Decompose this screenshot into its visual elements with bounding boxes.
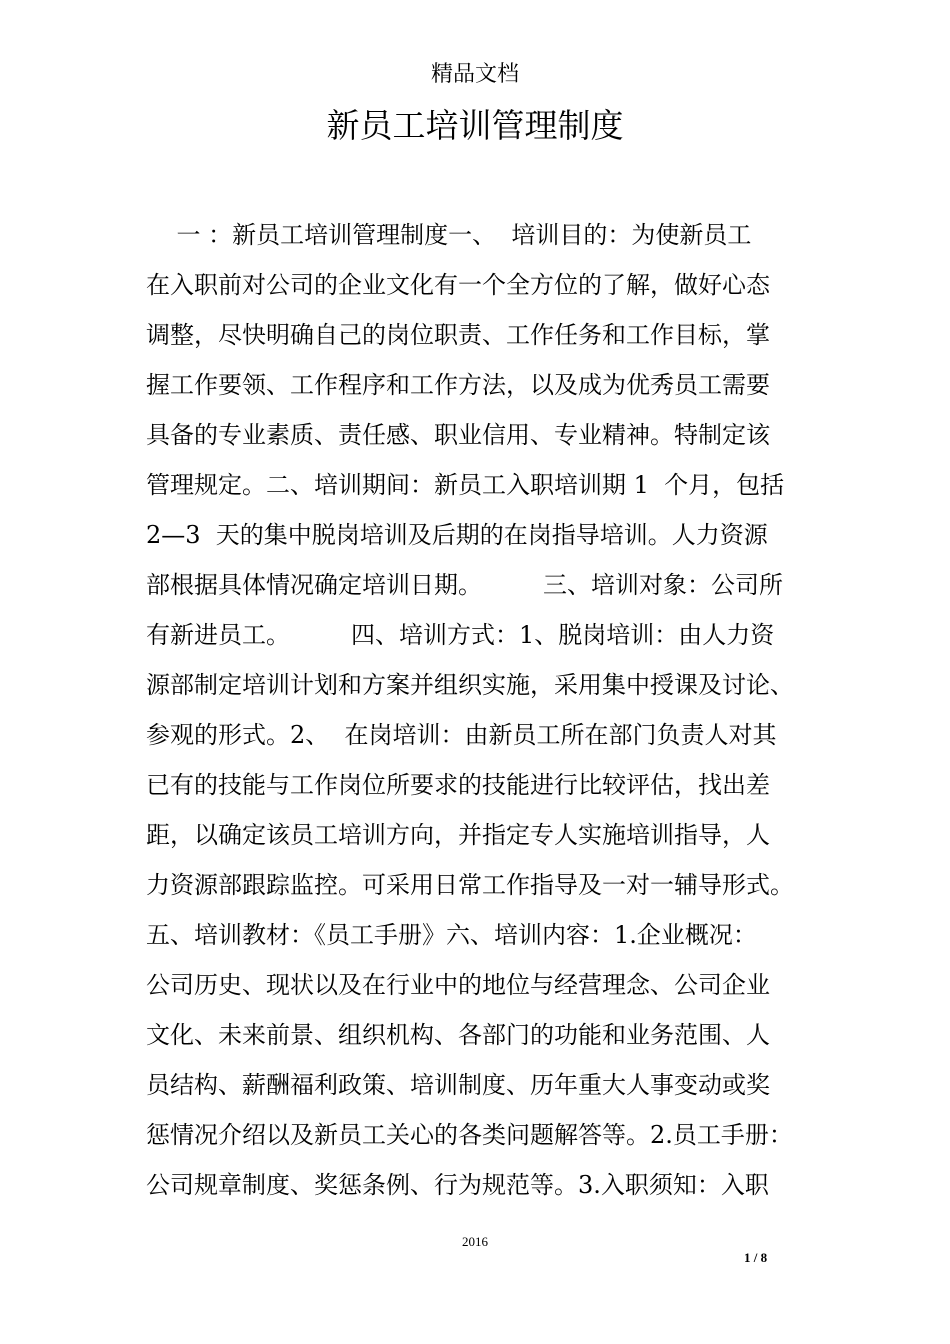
- body-line: 惩情况介绍以及新员工关心的各类问题解答等。2.员工手册：: [146, 1121, 793, 1149]
- body-line: 距，以确定该员工培训方向，并指定专人实施培训指导，人: [146, 821, 770, 849]
- body-line: 2—3 天的集中脱岗培训及后期的在岗指导培训。人力资源: [146, 521, 768, 549]
- body-line: 在入职前对公司的企业文化有一个全方位的了解，做好心态: [146, 271, 770, 299]
- body-line: 有新进员工。 四、培训方式：1、脱岗培训：由人力资: [146, 621, 775, 649]
- body-line: 部根据具体情况确定培训日期。 三、培训对象：公司所: [146, 571, 784, 599]
- footer-year: 2016: [462, 1234, 488, 1249]
- body-line: 握工作要领、工作程序和工作方法，以及成为优秀员工需要: [146, 371, 770, 399]
- body-line: 具备的专业素质、责任感、职业信用、专业精神。特制定该: [146, 421, 770, 449]
- body-line: 员结构、薪酬福利政策、培训制度、历年重大人事变动或奖: [146, 1071, 770, 1099]
- body-line: 调整，尽快明确自己的岗位职责、工作任务和工作目标，掌: [146, 321, 770, 349]
- body-line: 管理规定。二、培训期间：新员工入职培训期 1 个月，包括: [146, 471, 785, 499]
- page-number: 1 / 8: [744, 1250, 768, 1265]
- body-line: 力资源部跟踪监控。可采用日常工作指导及一对一辅导形式。: [146, 871, 794, 899]
- document-header: 精品文档: [430, 62, 519, 87]
- body-line: 公司规章制度、奖惩条例、行为规范等。3.入职须知：入职: [146, 1171, 769, 1199]
- body-line: 已有的技能与工作岗位所要求的技能进行比较评估，找出差: [146, 771, 770, 799]
- body-line: 文化、未来前景、组织机构、各部门的功能和业务范围、人: [146, 1021, 770, 1049]
- document-body: [146, 210, 830, 1210]
- document-title: 新员工培训管理制度: [326, 106, 624, 145]
- body-line: 一 ：新员工培训管理制度一、 培训目的：为使新员工: [146, 221, 752, 249]
- body-line: 参观的形式。2、 在岗培训：由新员工所在部门负责人对其: [146, 721, 777, 749]
- body-line: 五、培训教材：《员工手册》六、培训内容：1.企业概况：: [146, 921, 757, 949]
- body-line: 源部制定培训计划和方案并组织实施，采用集中授课及讨论、: [146, 671, 794, 699]
- body-line: 公司历史、现状以及在行业中的地位与经营理念、公司企业: [146, 971, 770, 999]
